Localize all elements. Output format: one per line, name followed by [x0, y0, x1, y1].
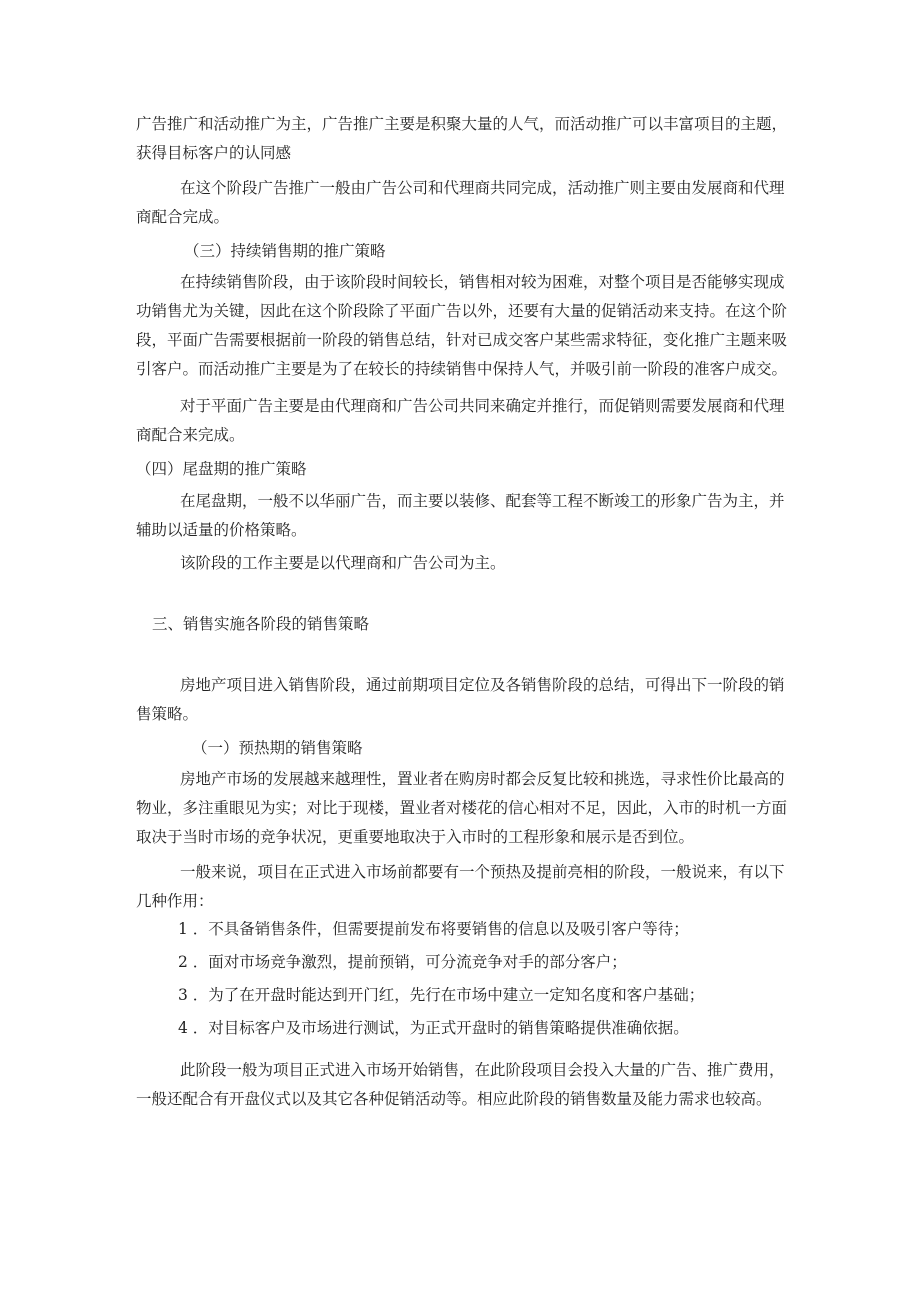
paragraph-final-work	[180, 549, 506, 578]
text-line: 在尾盘期，一般不以华丽广告，而主要以装修、配套等工程不断竣工的形象广告为主，并	[180, 492, 785, 510]
paragraph-flat-ads	[136, 392, 785, 450]
heading-text: 三、销售实施各阶段的销售策略	[152, 615, 370, 633]
text-line: 一般来说，项目在正式进入市场前都要有一个预热及提前亮相的阶段，一般说来，有以下	[180, 863, 785, 881]
list-item: 1 ．不具备销售条件，但需要提前发布将要销售的信息以及吸引客户等待；	[178, 920, 689, 938]
paragraph-advertising-intro	[136, 110, 787, 168]
paragraph-final-phase	[136, 487, 785, 545]
heading-sustained-sales-promotion	[184, 237, 386, 266]
text-line: 功销售尤为关键，因此在这个阶段除了平面广告以外，还要有大量的促销活动来支持。在这个阶	[136, 302, 788, 320]
text-line: 取决于当时市场的竞争状况，更重要地取决于入市时的工程形象和展示是否到位。	[136, 828, 695, 846]
text-line: 段，平面广告需要根据前一阶段的销售总结，针对已成交客户某些需求特征，变化推广主题来吸	[136, 331, 788, 349]
text-line: 一般还配合有开盘仪式以及其它各种促销活动等。相应此阶段的销售数量及能力需求也较高。	[136, 1090, 772, 1108]
heading-text: （一）预热期的销售策略	[192, 739, 363, 757]
heading-text: （四）尾盘期的推广策略	[136, 460, 307, 478]
text-line: 此阶段一般为项目正式进入市场开始销售，在此阶段项目会投入大量的广告、推广费用，	[180, 1061, 785, 1079]
text-line: 辅助以适量的价格策略。	[136, 521, 307, 539]
text-line: 物业，多注重眼见为实；对比于现楼，置业者对楼花的信心相对不足，因此，入市的时机一方面	[136, 799, 788, 817]
text-line: 房地产市场的发展越来越理性，置业者在购房时都会反复比较和挑选，寻求性价比最高的	[180, 770, 785, 788]
list-item: 2 ．面对市场竞争激烈，提前预销，可分流竞争对手的部分客户；	[178, 953, 627, 971]
paragraph-sales-stage-intro	[136, 671, 785, 729]
text-line: 商配合来完成。	[136, 426, 245, 444]
text-line: 在持续销售阶段，由于该阶段时间较长，销售相对较为困难，对整个项目是否能够实现成	[180, 273, 785, 291]
paragraph-sustained-sales	[136, 268, 788, 384]
text-line: 获得目标客户的认同感	[136, 144, 292, 162]
paragraph-preheat-functions	[136, 858, 785, 916]
text-line: 对于平面广告主要是由代理商和广告公司共同来确定并推行，而促销则需要发展商和代理	[180, 397, 785, 415]
text-line: 房地产项目进入销售阶段，通过前期项目定位及各销售阶段的总结，可得出下一阶段的销	[180, 676, 785, 694]
function-list	[178, 913, 704, 1045]
text-line: 在这个阶段广告推广一般由广告公司和代理商共同完成，活动推广则主要由发展商和代理	[180, 179, 785, 197]
paragraph-launch-phase	[136, 1056, 785, 1114]
heading-final-phase-promotion	[136, 455, 307, 484]
heading-text: （三）持续销售期的推广策略	[184, 242, 386, 260]
paragraph-ad-completion	[136, 174, 785, 232]
text-line: 几种作用：	[136, 892, 214, 910]
list-item: 4 ．对目标客户及市场进行测试，为正式开盘时的销售策略提供准确依据。	[178, 1019, 689, 1037]
heading-preheat-sales	[192, 734, 363, 763]
text-line: 该阶段的工作主要是以代理商和广告公司为主。	[180, 554, 506, 572]
paragraph-market-rational	[136, 765, 788, 852]
text-line: 广告推广和活动推广为主，广告推广主要是积聚大量的人气，而活动推广可以丰富项目的主题，	[136, 115, 788, 133]
list-item: 3 ．为了在开盘时能达到开门红，先行在市场中建立一定知名度和客户基础；	[178, 986, 705, 1004]
heading-section-three	[152, 610, 369, 639]
text-line: 商配合完成。	[136, 208, 230, 226]
text-line: 引客户。而活动推广主要是为了在较长的持续销售中保持人气，并吸引前一阶段的准客户成交。	[136, 360, 788, 378]
text-line: 售策略。	[136, 705, 199, 723]
